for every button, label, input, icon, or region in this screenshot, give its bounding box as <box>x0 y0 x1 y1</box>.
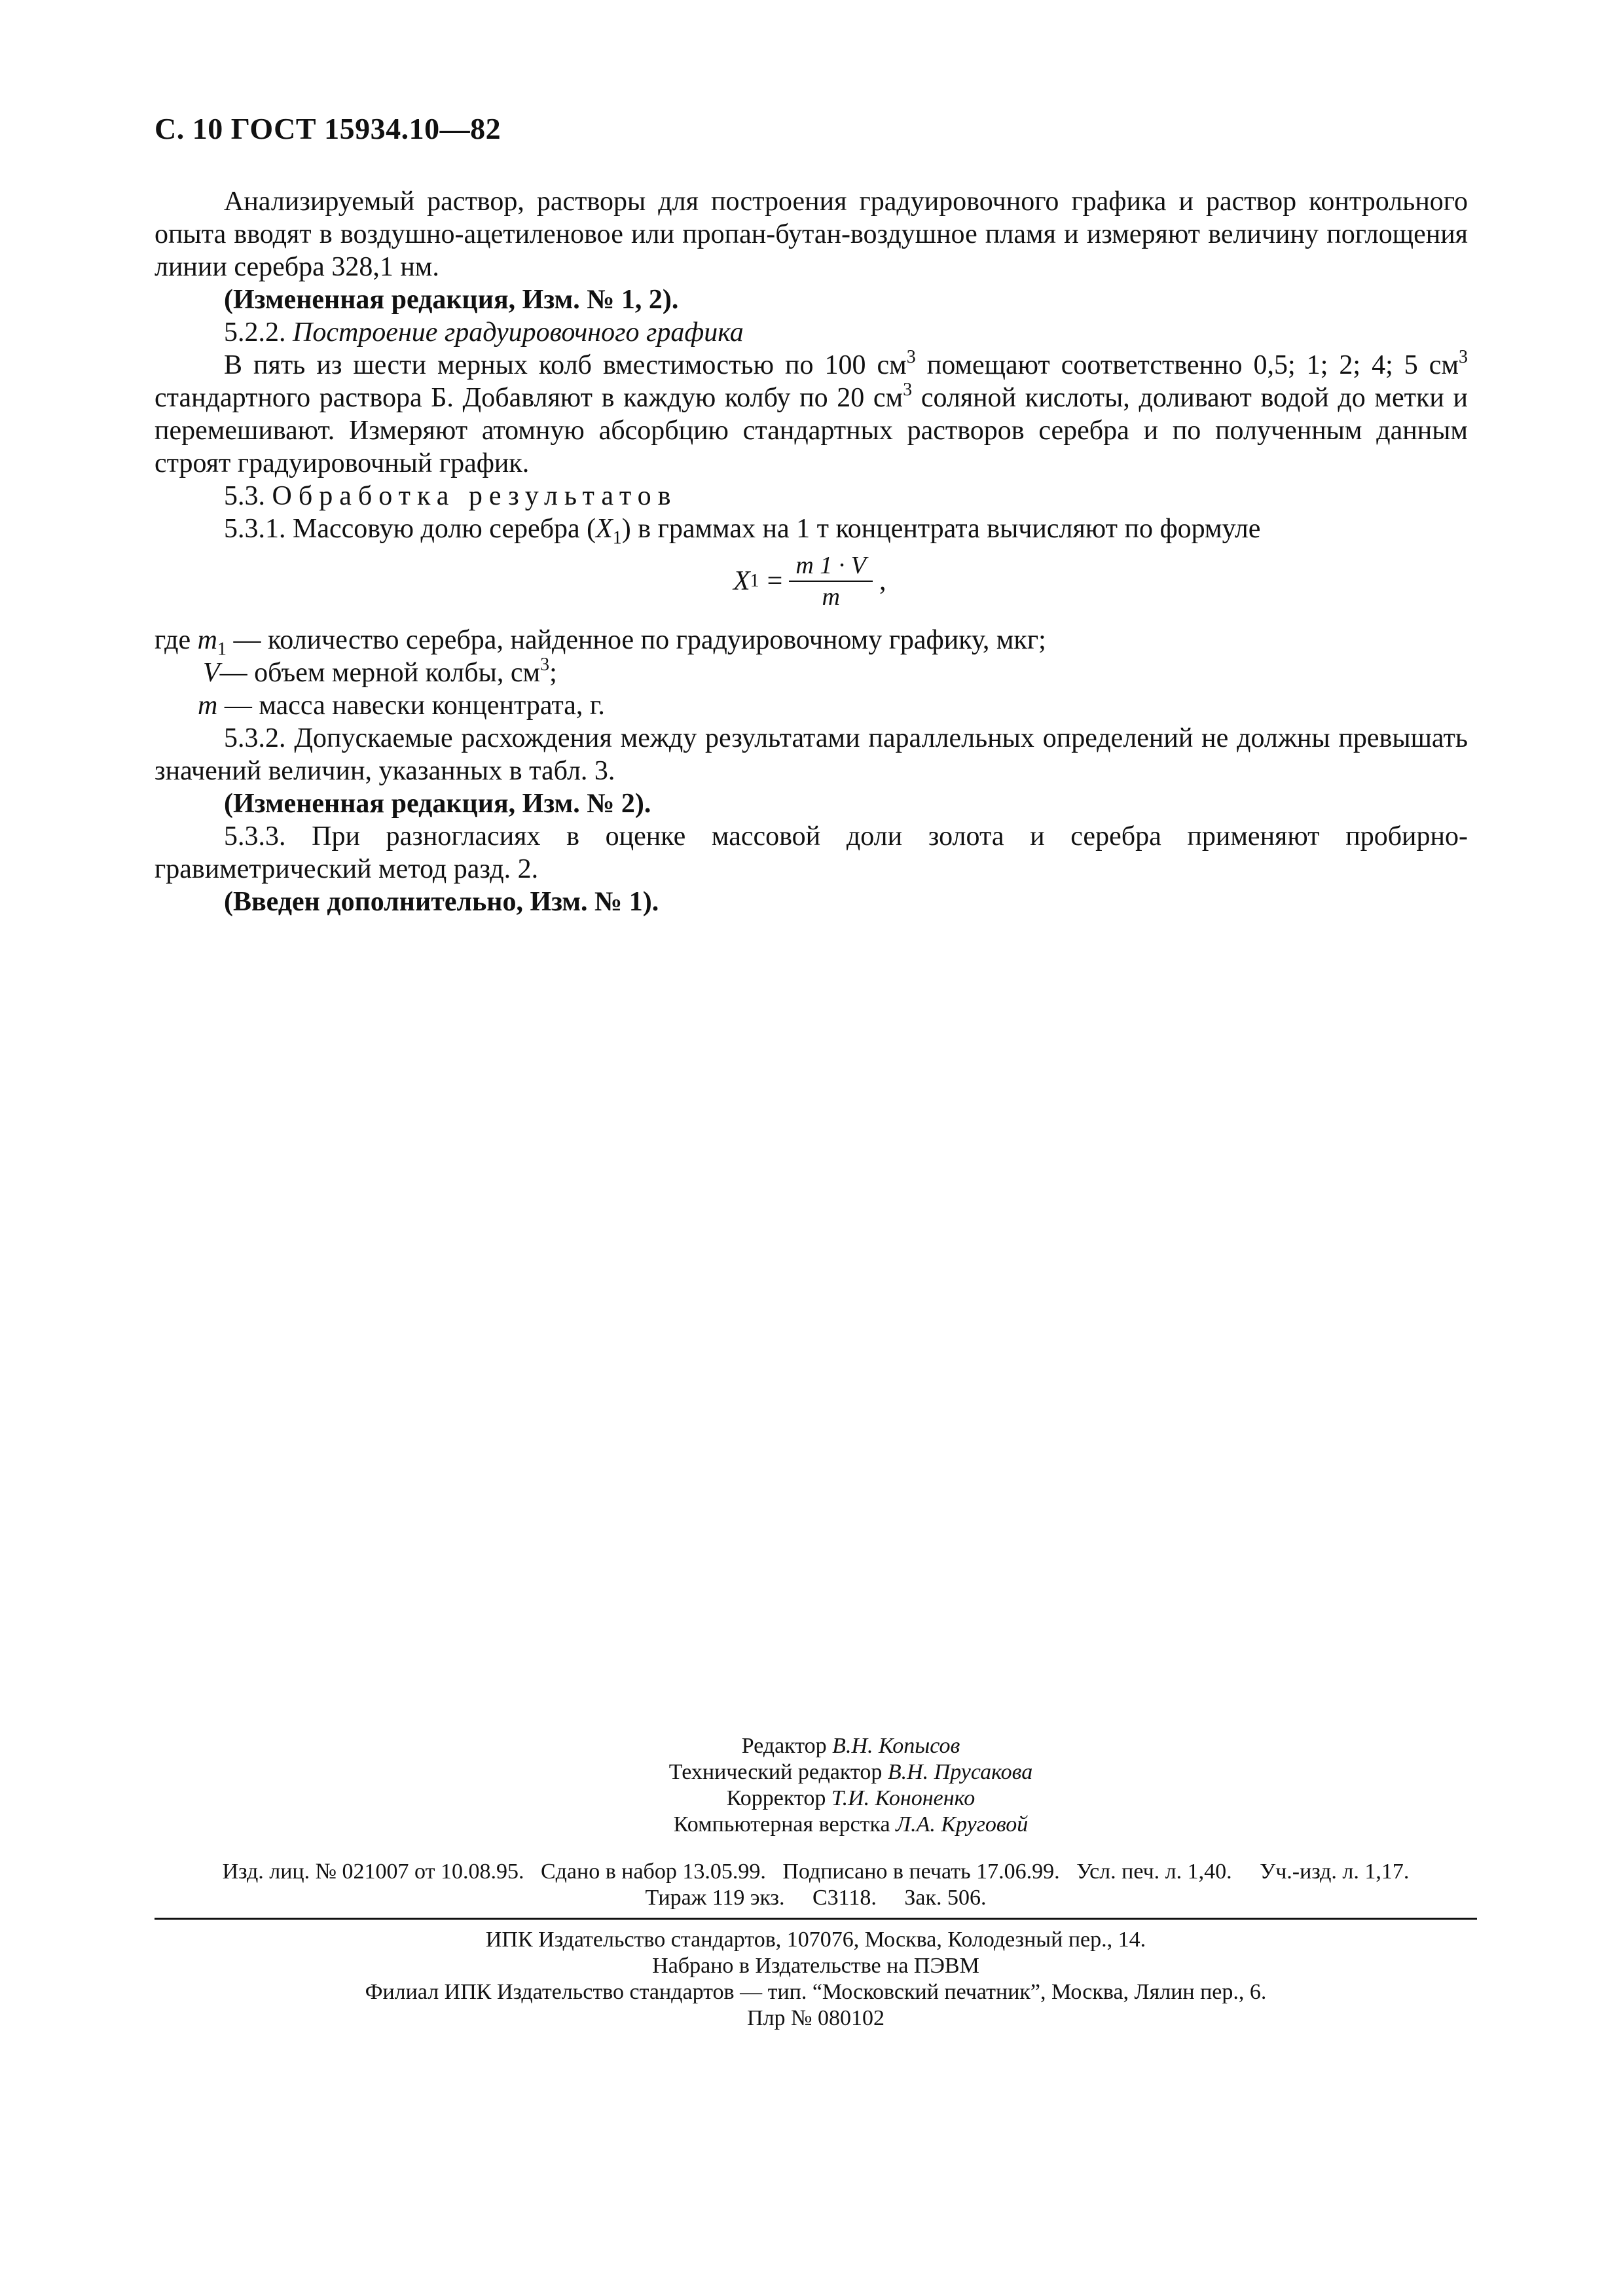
formula-numerator: m 1 · V <box>789 550 873 582</box>
formula-comma: , <box>879 566 886 596</box>
variable: V <box>203 658 220 688</box>
credit-layout <box>0 1812 1623 1838</box>
section-5-3-3: 5.3.3. При разногласиях в оценке массовой доли золота и серебра применяют пробирно-гравиметрический метод разд. 2. <box>155 821 1468 884</box>
where-line-3 <box>155 689 1468 722</box>
section-5-3-1 <box>155 512 1468 548</box>
amendment-note-2: (Измененная редакция, Изм. № 2). <box>224 789 651 819</box>
formula-denominator: m <box>822 583 840 611</box>
formula-fraction <box>789 550 873 612</box>
subscript: 1 <box>612 528 622 548</box>
text-run: соляной кислоты, доливают водой до метки и перемешивают. Измеряют атомную абсорбцию стандартных растворов серебра и по полученным данным строят градуировочный график. <box>155 383 1468 478</box>
credit-label: Корректор <box>726 1786 831 1810</box>
formula-expression: X 1 = $\frac{m 1 \cdot V}{m}$ , <box>733 552 886 611</box>
superscript: 3 <box>1459 347 1468 367</box>
formula <box>155 548 1468 621</box>
text-run: — масса навески концентрата, г. <box>217 691 605 721</box>
credit-tech-editor <box>0 1759 1623 1785</box>
editorial-credits <box>0 1733 1623 1838</box>
publication-info <box>155 1859 1477 1911</box>
paragraph-calibration <box>155 349 1468 480</box>
pubinfo-line-1: Изд. лиц. № 021007 от 10.08.95. Сдано в набор 13.05.99. Подписано в печать 17.06.99. Усл. печ. л. 1,40. Уч.-изд. л. 1,17. <box>222 1859 1410 1884</box>
superscript: 3 <box>906 347 916 367</box>
subscript: 1 <box>217 639 227 660</box>
text-run: — объем мерной колбы, см <box>219 658 541 688</box>
horizontal-rule <box>155 1918 1477 1920</box>
section-number: 5.2.2. <box>224 317 286 348</box>
imprint <box>155 1927 1477 2032</box>
text-run: помещают соответственно 0,5; 1; 2; 4; 5 см <box>915 350 1459 380</box>
variable: m <box>197 625 217 655</box>
credit-label: Технический редактор <box>668 1760 888 1784</box>
amendment-note-3: (Введен дополнительно, Изм. № 1). <box>224 887 659 917</box>
variable: X <box>596 514 613 544</box>
paragraph-analysis: Анализируемый раствор, растворы для построения градуировочного графика и раствор контрольного опыта вводят в воздушно-ацетиленовое или пропан-бутан-воздушное пламя и измеряют величину поглощения линии серебра 328,1 нм. <box>155 187 1468 282</box>
page-header: С. 10 ГОСТ 15934.10—82 <box>155 112 501 145</box>
section-number: 5.3. <box>224 481 265 511</box>
amendment-note-1: (Измененная редакция, Изм. № 1, 2). <box>224 285 679 315</box>
text-run: ) в граммах на 1 т концентрата вычисляют по формуле <box>621 514 1261 544</box>
superscript: 3 <box>540 655 550 675</box>
credit-label: Редактор <box>741 1734 833 1758</box>
section-5-2-2-heading <box>155 316 1468 349</box>
imprint-line-3: Филиал ИПК Издательство стандартов — тип. “Московский печатник”, Москва, Лялин пер., 6. <box>365 1980 1267 2004</box>
pubinfo-line-2: Тираж 119 экз. С3118. Зак. 506. <box>645 1886 987 1910</box>
credit-editor <box>0 1733 1623 1759</box>
credit-corrector <box>0 1785 1623 1812</box>
formula-equals: = <box>767 566 783 596</box>
credit-name: В.Н. Копысов <box>832 1734 960 1758</box>
section-title: Обработка результатов <box>272 481 678 511</box>
text-run: стандартного раствора Б. Добавляют в каждую колбу по 20 см <box>155 383 903 413</box>
credit-label: Компьютерная верстка <box>673 1812 896 1837</box>
superscript: 3 <box>903 380 913 400</box>
imprint-line-4: Плр № 080102 <box>747 2006 884 2030</box>
formula-lhs: X <box>733 566 750 596</box>
credit-name: Л.А. Круговой <box>896 1812 1029 1837</box>
text-run: ; <box>549 658 557 688</box>
imprint-line-1: ИПК Издательство стандартов, 107076, Москва, Колодезный пер., 14. <box>485 1928 1146 1952</box>
credit-name: В.Н. Прусакова <box>887 1760 1033 1784</box>
text-run: 5.3.1. Массовую долю серебра ( <box>224 514 596 544</box>
variable: m <box>198 691 218 721</box>
text-run: где <box>155 625 198 655</box>
text-run: — количество серебра, найденное по градуировочному графику, мкг; <box>227 625 1046 655</box>
imprint-line-2: Набрано в Издательстве на ПЭВМ <box>652 1954 979 1978</box>
credit-name: Т.И. Кононенко <box>831 1786 976 1810</box>
where-line-2 <box>155 656 1468 689</box>
text-run: В пять из шести мерных колб вместимостью по 100 см <box>224 350 907 380</box>
section-5-3-heading <box>155 480 1468 512</box>
section-title: Построение градуировочного графика <box>293 317 744 348</box>
section-5-3-2: 5.3.2. Допускаемые расхождения между результатами параллельных определений не должны превышать значений величин, указанных в табл. 3. <box>155 723 1468 786</box>
document-body <box>155 185 1468 918</box>
where-line-1 <box>155 624 1468 660</box>
